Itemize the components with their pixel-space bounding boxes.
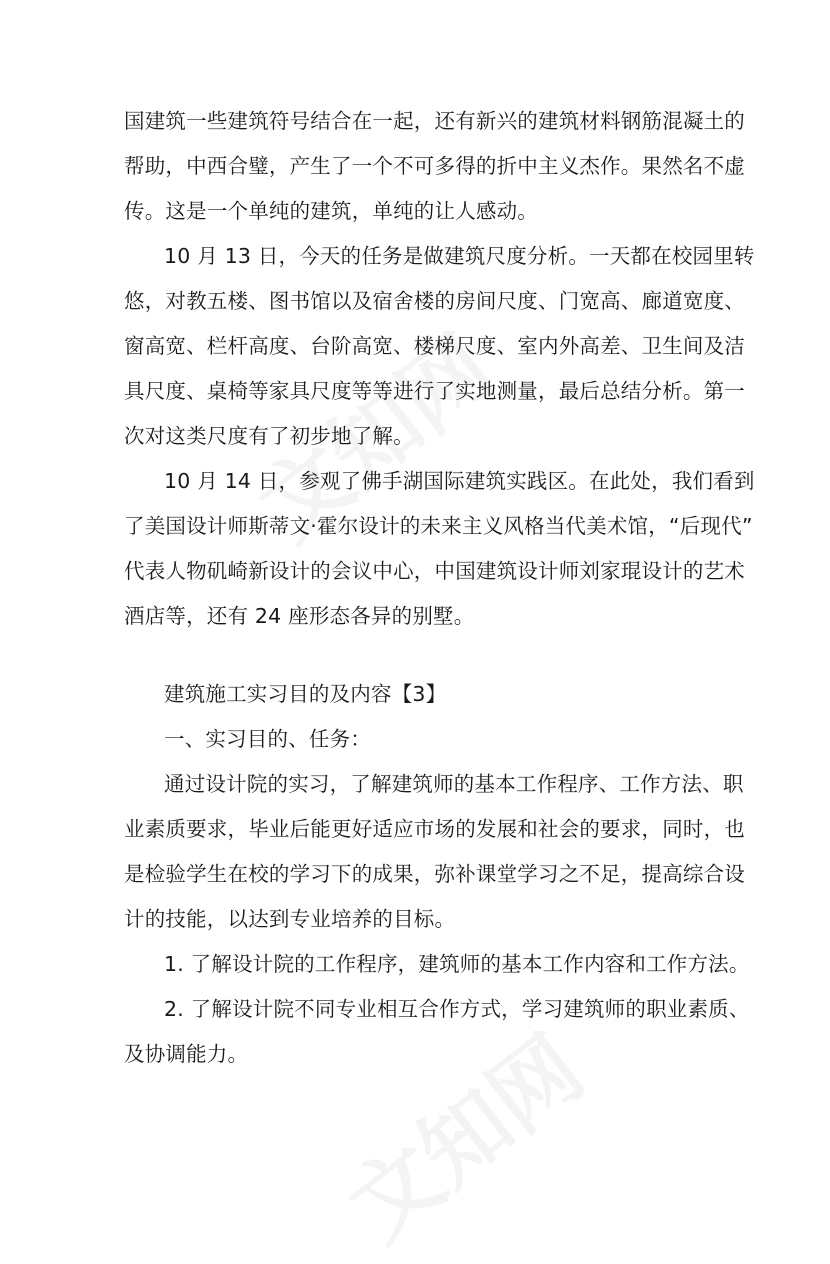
section-title: 建筑施工实习目的及内容【3】 bbox=[164, 682, 447, 706]
list-item-1: 1. 了解设计院的工作程序，建筑师的基本工作内容和工作方法。 bbox=[164, 952, 750, 976]
paragraph-4-line-2: 业素质要求，毕业后能更好适应市场的发展和社会的要求，同时，也 bbox=[124, 817, 745, 841]
paragraph-4-line-1: 通过设计院的实习，了解建筑师的基本工作程序、工作方法、职 bbox=[164, 772, 744, 796]
paragraph-2-line-5: 次对这类尺度有了初步地了解。 bbox=[124, 424, 414, 448]
paragraph-4-line-3: 是检验学生在校的学习下的成果，弥补课堂学习之不足，提高综合设 bbox=[124, 862, 745, 886]
paragraph-3-line-4: 酒店等，还有 24 座形态各异的别墅。 bbox=[124, 604, 475, 628]
paragraph-2-line-3: 窗高宽、栏杆高度、台阶高宽、楼梯尺度、室内外高差、卫生间及洁 bbox=[124, 334, 745, 358]
watermark bbox=[319, 1002, 605, 1264]
paragraph-3-line-2: 了美国设计师斯蒂文·霍尔设计的未来主义风格当代美术馆，“后现代” bbox=[124, 514, 753, 538]
paragraph-1-line-1: 国建筑一些建筑符号结合在一起，还有新兴的建筑材料钢筋混凝土的 bbox=[124, 109, 745, 133]
list-item-2-line-2: 及协调能力。 bbox=[124, 1042, 249, 1066]
paragraph-1-line-2: 帮助，中西合璧，产生了一个不可多得的折中主义杰作。果然名不虚 bbox=[124, 154, 745, 178]
paragraph-1-line-3: 传。这是一个单纯的建筑，单纯的让人感动。 bbox=[124, 199, 538, 223]
paragraph-2-line-2: 悠，对教五楼、图书馆以及宿舍楼的房间尺度、门宽高、廊道宽度、 bbox=[124, 289, 745, 313]
paragraph-2-line-1: 10 月 13 日，今天的任务是做建筑尺度分析。一天都在校园里转 bbox=[164, 244, 755, 268]
list-item-2-line-1: 2. 了解设计院不同专业相互合作方式，学习建筑师的职业素质、 bbox=[164, 997, 750, 1021]
section-subtitle: 一、实习目的、任务： bbox=[164, 727, 371, 751]
paragraph-4-line-4: 计的技能，以达到专业培养的目标。 bbox=[124, 907, 456, 931]
paragraph-2-line-4: 具尺度、桌椅等家具尺度等等进行了实地测量，最后总结分析。第一 bbox=[124, 379, 745, 403]
paragraph-3-line-1: 10 月 14 日，参观了佛手湖国际建筑实践区。在此处，我们看到 bbox=[164, 469, 755, 493]
paragraph-3-line-3: 代表人物矶崎新设计的会议中心，中国建筑设计师刘家琨设计的艺术 bbox=[124, 559, 745, 583]
